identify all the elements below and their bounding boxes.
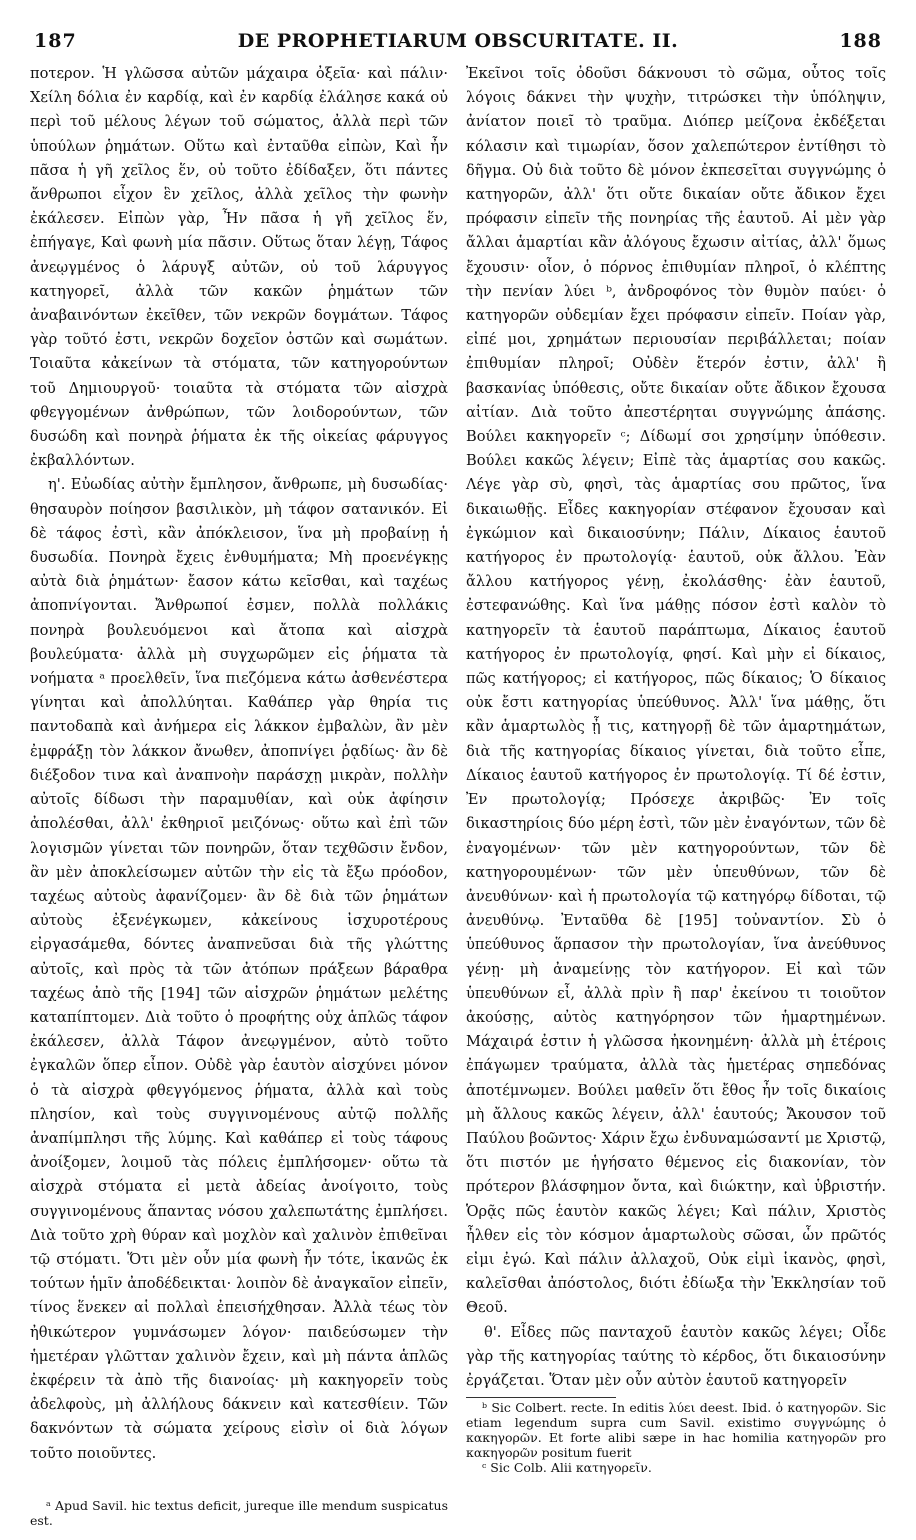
right-paragraph-2: θ'. Εἶδες πῶς πανταχοῦ ἑαυτὸν κακῶς λέγει; Οἶδε γὰρ τῆς κατηγορίας ταύτης τὸ κέρδος, ὅτι δικαιοσύνην ἐργάζεται. Ὅταν μὲν οὖν αὐτὸν ἑαυτοῦ κατηγορεῖν [466, 1323, 886, 1389]
page-number-left: 187 [34, 30, 77, 52]
left-column [30, 62, 448, 1466]
footnote-b: ᵇ Sic Colbert. recte. In editis λύει deest. Ibid. ὁ κατηγορῶν. Sic etiam legendum supra cum Savil. existimo συγγνώμης ὁ κακηγορῶν. Et forte alibi sæpe in hac homilia κατηγορῶν pro κακηγορῶν positum fuerit [466, 1400, 886, 1461]
page-number-right: 188 [839, 30, 882, 52]
footnote-c: ᶜ Sic Colb. Alii κατηγορεῖν. [482, 1460, 652, 1476]
right-column [466, 62, 886, 1475]
left-paragraph-2: η'. Εὐωδίας αὐτὴν ἔμπλησον, ἄνθρωπε, μὴ δυσωδίας· θησαυρὸν ποίησον βασιλικὸν, μὴ τάφον σατανικόν. Εἰ δὲ τάφος ἐστὶ, κἂν ἀπόκλεισον, ἵνα μὴ προβαίνῃ ἡ δυσωδία. Πονηρὰ ἔχεις ἐνθυμήματα; Μὴ προενέγκῃς αὐτὰ διὰ ῥημάτων· ἔασον κάτω κεῖσθαι, καὶ ταχέως ἀποπνίγονται. Ἄνθρωποί ἐσμεν, πολλὰ πολλάκις πονηρὰ βουλευόμενοι καὶ ἄτοπα καὶ αἰσχρὰ βουλεύματα· ἀλλὰ μὴ συγχωρῶμεν εἰς ῥήματα τὰ νοήματα ᵃ προελθεῖν, ἵνα πιεζόμενα κάτω ἀσθενέστερα γίνηται καὶ ἀπολλύηται. Καθάπερ γὰρ θηρία τις παντοδαπὰ καὶ ἀνήμερα εἰς λάκκον ἐμβαλὼν, ἂν μὲν ἐμφράξῃ τὸν λάκκον ἄνωθεν, ἀποπνίγει ῥᾳδίως· ἂν δὲ διέξοδον τινα καὶ ἀναπνοὴν παράσχῃ μικρὰν, πολλὴν αὐτοῖς δίδωσι τὴν παραμυθίαν, καὶ οὐκ ἀφίησιν ἀπολέσθαι, ἀλλ' ἐκθηριοῖ μειζόνως· οὕτω καὶ ἐπὶ τῶν λογισμῶν γίνεται τῶν πονηρῶν, ὅταν τεχθῶσιν ἔνδον, ἂν μὲν ἀποκλείσωμεν αὐτῶν τὴν εἰς τὰ ἔξω πρόοδον, ταχέως αὐτοὺς ἀφανίζομεν· ἂν δὲ διὰ τῶν ῥημάτων αὐτοὺς ἐξενέγκωμεν, κἀκείνους ἰσχυροτέρους εἰργασάμεθα, δόντες ἀναπνεῦσαι διὰ τῆς γλώττης αὐτοῖς, καὶ πρὸς τὰ τῶν ἀτόπων πράξεων βάραθρα ταχέως ἀπὸ τῆς [194] τῶν αἰσχρῶν ῥημάτων μελέτης καταπίπτομεν. Διὰ τοῦτο ὁ προφήτης οὐχ ἁπλῶς τάφον ἐκάλεσεν, ἀλλὰ Τάφον ἀνεῳγμένον, αὐτὸ τοῦτο ἐγκαλῶν ὅπερ εἶπον. Οὐδὲ γὰρ ἑαυτὸν αἰσχύνει μόνον ὁ τὰ αἰσχρὰ φθεγγόμενος ῥήματα, ἀλλὰ καὶ τοὺς πλησίον, καὶ τοὺς συγγινομένους αὐτῷ πολλῆς ἀναπίμπλησι τῆς λύμης. Καὶ καθάπερ εἰ τοὺς τάφους ἀνοίξομεν, λοιμοῦ τὰς πόλεις ἐμπλήσομεν· οὕτω τὰ αἰσχρὰ στόματα εἰ μετὰ ἀδείας ἀνοίγοιτο, τοὺς συγγινομένους ἅπαντας νόσου χαλεπωτάτης ἐμπλήσει. Διὰ τοῦτο χρὴ θύραν καὶ μοχλὸν καὶ χαλινὸν ἐπιθεῖναι τῷ στόματι. Ὅτι μὲν οὖν μία φωνὴ ἦν τότε, ἱκανῶς ἐκ τούτων ἡμῖν ἀποδέδεικται· λοιπὸν δὲ ἀναγκαῖον εἰπεῖν, τίνος ἕνεκεν αἱ πολλαὶ ἐπεισήχθησαν. Ἀλλὰ τέως τὸν ἠθικώτερον γυμνάσωμεν λόγον· παιδεύσωμεν τὴν ἡμετέραν γλῶτταν χαλινὸν ἔχειν, καὶ μὴ πάντα ἁπλῶς ἐκφέρειν τὰ ἀπὸ τῆς διανοίας· μὴ κακηγορεῖν τοὺς ἀδελφοὺς, μὴ ἀλλήλους δάκνειν καὶ κατεσθίειν. Τῶν δακνόντων τὰ σώματα χείρους εἰσὶν οἱ διὰ λόγων τοῦτο ποιοῦντες. [30, 476, 448, 1462]
left-paragraph-1: ποτερον. Ἡ γλῶσσα αὐτῶν μάχαιρα ὀξεῖα· καὶ πάλιν· Χείλη δόλια ἐν καρδίᾳ, καὶ ἐν καρδίᾳ ἐλάλησε κακά οὐ περὶ τοῦ μέλους λέγων τοῦ σώματος, ἀλλὰ περὶ τῶν ὑπούλων ῥημάτων. Οὕτω καὶ ἐνταῦθα εἰπὼν, Καὶ ἦν πᾶσα ἡ γῆ χεῖλος ἕν, οὐ τοῦτο ἐδίδαξεν, ὅτι πάντες ἄνθρωποι εἶχον ἓν χεῖλος, ἀλλὰ χεῖλος τὴν φωνὴν ἐκάλεσεν. Εἰπὼν γὰρ, Ἦν πᾶσα ἡ γῆ χεῖλος ἕν, ἐπήγαγε, Καὶ φωνὴ μία πᾶσιν. Οὕτως ὅταν λέγῃ, Τάφος ἀνεῳγμένος ὁ λάρυγξ αὐτῶν, οὐ τοῦ λάρυγγος κατηγορεῖ, ἀλλὰ τῶν κακῶν ῥημάτων τῶν ἀναβαινόντων ἐκεῖθεν, τῶν νεκρῶν δογμάτων. Τάφος γὰρ τοῦτό ἐστι, νεκρῶν δοχεῖον ὀστῶν καὶ σωμάτων. Τοιαῦτα κἀκείνων τὰ στόματα, τῶν κατηγορούντων τοῦ Δημιουργοῦ· τοιαῦτα τὰ στόματα τῶν αἰσχρὰ φθεγγομένων ἀνθρώπων, τῶν λοιδορούντων, τῶν δυσώδη καὶ πονηρὰ ῥήματα ἐκ τῆς οἰκείας φάρυγγος ἐκβαλλόντων. [30, 65, 448, 470]
footnote-a: ᵃ Apud Savil. hic textus deficit, jureque ille mendum suspicatus est. [30, 1498, 448, 1528]
right-paragraph-1: Ἐκεῖνοι τοῖς ὀδοῦσι δάκνουσι τὸ σῶμα, οὗτος τοῖς λόγοις δάκνει τὴν ψυχὴν, τιτρώσκει τὴν ὑπόληψιν, ἀνίατον ποιεῖ τὸ τραῦμα. Διόπερ μείζονα ἐκδέξεται κόλασιν καὶ τιμωρίαν, ὅσον χαλεπώτερον ἐντίθησι τὸ δῆγμα. Οὐ διὰ τοῦτο δὲ μόνον ἐκπεσεῖται συγγνώμης ὁ κατηγορῶν, ἀλλ' ὅτι οὔτε δικαίαν οὔτε ἄδικον ἔχει πρόφασιν εἰπεῖν τῆς πονηρίας τῆς ἑαυτοῦ. Αἱ μὲν γὰρ ἄλλαι ἁμαρτίαι κἂν ἀλόγους ἔχωσιν αἰτίας, ἀλλ' ὅμως ἔχουσιν· οἷον, ὁ πόρνος ἐπιθυμίαν πληροῖ, ὁ κλέπτης τὴν πενίαν λύει ᵇ, ἀνδροφόνος τὸν θυμὸν παύει· ὁ κατηγορῶν οὐδεμίαν ἔχει πρόφασιν εἰπεῖν. Ποίαν γὰρ, εἰπέ μοι, χρημάτων περιουσίαν περιβάλλεται; ποίαν ἐπιθυμίαν πληροῖ; Οὐδὲν ἕτερόν ἐστιν, ἀλλ' ἢ βασκανίας ὑπόθεσις, οὔτε δικαίαν οὔτε ἄδικον ἔχουσα αἰτίαν. Διὰ τοῦτο ἀπεστέρηται συγγνώμης ἁπάσης. Βούλει κακηγορεῖν ᶜ; Δίδωμί σοι χρησίμην ὑπόθεσιν. Βούλει κακῶς λέγειν; Εἰπὲ τὰς ἁμαρτίας σου κακῶς. Λέγε γὰρ σὺ, φησὶ, τὰς ἁμαρτίας σου πρῶτος, ἵνα δικαιωθῇς. Εἶδες κακηγορίαν στέφανον ἔχουσαν καὶ ἐγκώμιον καὶ δικαιοσύνην; Πάλιν, Δίκαιος ἑαυτοῦ κατήγορος ἐν πρωτολογίᾳ· ἑαυτοῦ, οὐκ ἄλλου. Ἐὰν ἄλλου κατήγορος γένῃ, ἐκολάσθης· ἐὰν ἑαυτοῦ, ἐστεφανώθης. Καὶ ἵνα μάθῃς πόσον ἐστὶ καλὸν τὸ κατηγορεῖν τὰ ἑαυτοῦ παράπτωμα, Δίκαιος ἑαυτοῦ κατήγορος ἐν πρωτολογίᾳ, φησί. Καὶ μὴν εἰ δίκαιος, πῶς κατήγορος; εἰ κατήγορος, πῶς δίκαιος; Ὁ δίκαιος οὐκ ἔστι κατηγορίας ὑπεύθυνος. Ἀλλ' ἵνα μάθῃς, ὅτι κἂν ἁμαρτωλὸς ᾖ τις, κατηγορῇ δὲ τῶν ἁμαρτημάτων, διὰ τῆς κατηγορίας δίκαιος γίνεται, διὰ τοῦτο εἶπε, Δίκαιος ἑαυτοῦ κατήγορος ἐν πρωτολογίᾳ. Τί δέ ἐστιν, Ἐν πρωτολογίᾳ; Πρόσεχε ἀκριβῶς· Ἐν τοῖς δικαστηρίοις δύο μέρη ἐστὶ, τῶν μὲν ἐναγόντων, τῶν δὲ ἐναγομένων· τῶν μὲν κατηγορούντων, τῶν δὲ κατηγορουμένων· τῶν μὲν ὑπευθύνων, τῶν δὲ ἀνευθύνων· καὶ ἡ πρωτολογία τῷ κατηγόρῳ δίδοται, τῷ ἀνευθύνῳ. Ἐνταῦθα δὲ [195] τοὐναντίον. Σὺ ὁ ὑπεύθυνος ἅρπασον τὴν πρωτολογίαν, ἵνα ἀνεύθυνος γένῃ· μὴ ἀναμείνῃς τὸν κατήγορον. Εἰ καὶ τῶν ὑπευθύνων εἶ, ἀλλὰ πρὶν ἢ παρ' ἐκείνου τι τοιοῦτον ἀκούσῃς, αὐτὸς κατηγόρησον τῶν ἡμαρτημένων. Μάχαιρά ἐστιν ἡ γλῶσσα ἠκονημένη· ἀλλὰ μὴ ἑτέροις ἐπάγωμεν τραύματα, ἀλλὰ τὰς ἡμετέρας σηπεδόνας ἀποτέμνωμεν. Βούλει μαθεῖν ὅτι ἔθος ἦν τοῖς δικαίοις μὴ ἄλλους κακῶς λέγειν, ἀλλ' ἑαυτούς; Ἄκουσον τοῦ Παύλου βοῶντος· Χάριν ἔχω ἐνδυναμώσαντί με Χριστῷ, ὅτι πιστόν με ἡγήσατο θέμενος εἰς διακονίαν, τὸν πρότερον βλάσφημον ὄντα, καὶ διώκτην, καὶ ὑβριστήν. Ὁρᾷς πῶς ἑαυτὸν κακῶς λέγει; Καὶ πάλιν, Χριστὸς ἦλθεν εἰς τὸν κόσμον ἁμαρτωλοὺς σῶσαι, ὧν πρῶτός εἰμι ἐγώ. Καὶ πάλιν ἀλλαχοῦ, Οὐκ εἰμὶ ἱκανὸς, φησὶ, καλεῖσθαι ἀπόστολος, διότι ἐδίωξα τὴν Ἐκκλησίαν τοῦ Θεοῦ. [466, 65, 886, 1317]
page-header [34, 30, 882, 58]
footnote-rule [466, 1397, 616, 1398]
running-title: DE PROPHETIARUM OBSCURITATE. II. [237, 30, 679, 52]
